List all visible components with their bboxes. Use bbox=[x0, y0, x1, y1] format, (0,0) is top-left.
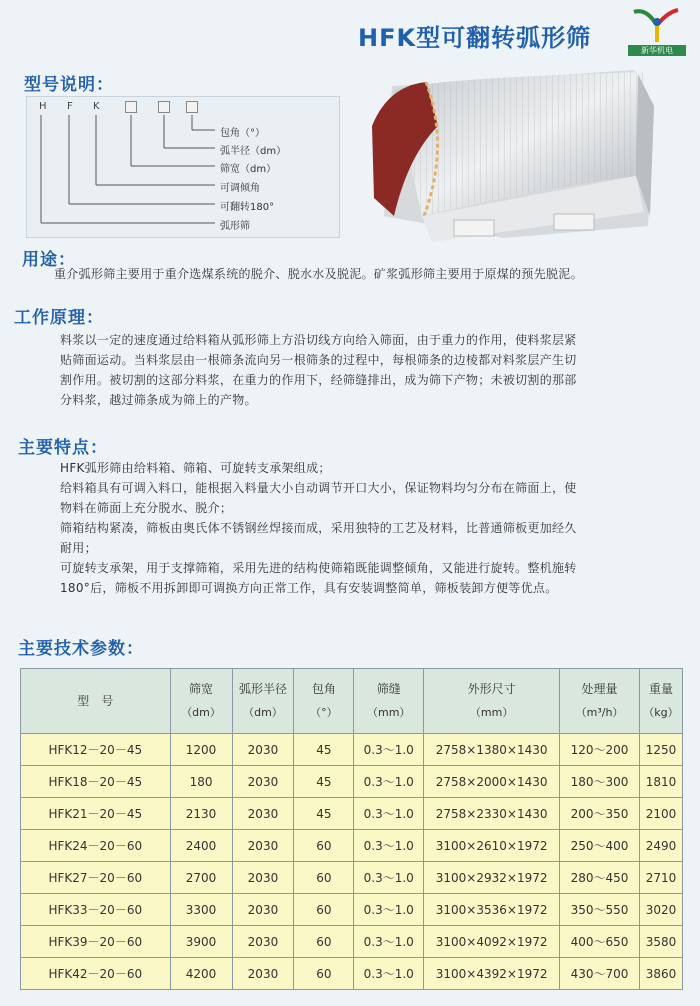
cell-radius: 2030 bbox=[232, 894, 294, 926]
cell-angle: 45 bbox=[294, 734, 354, 766]
cell-angle: 45 bbox=[294, 798, 354, 830]
cell-model: HFK24－20－60 bbox=[21, 830, 171, 862]
cell-radius: 2030 bbox=[232, 798, 294, 830]
cell-width: 2700 bbox=[170, 862, 232, 894]
model-label-arc-radius: 弧半径（dm） bbox=[220, 146, 287, 157]
cell-width: 2130 bbox=[170, 798, 232, 830]
feature-line: 耐用； bbox=[60, 541, 97, 555]
cell-radius: 2030 bbox=[232, 862, 294, 894]
cell-weight: 1250 bbox=[639, 734, 682, 766]
cell-capacity: 200～350 bbox=[560, 798, 640, 830]
model-letter-k: K bbox=[93, 101, 100, 112]
cell-capacity: 430～700 bbox=[560, 958, 640, 990]
table-row bbox=[21, 830, 683, 862]
cell-radius: 2030 bbox=[232, 734, 294, 766]
col-header-capacity: 处理量 （m³/h） bbox=[560, 669, 640, 734]
cell-width: 3900 bbox=[170, 926, 232, 958]
cell-weight: 3580 bbox=[639, 926, 682, 958]
cell-width: 4200 bbox=[170, 958, 232, 990]
table-row bbox=[21, 958, 683, 990]
cell-model: HFK12－20－45 bbox=[21, 734, 171, 766]
cell-radius: 2030 bbox=[232, 830, 294, 862]
cell-angle: 60 bbox=[294, 862, 354, 894]
cell-angle: 60 bbox=[294, 894, 354, 926]
cell-slot: 0.3～1.0 bbox=[354, 734, 424, 766]
cell-radius: 2030 bbox=[232, 958, 294, 990]
model-code-diagram bbox=[26, 96, 340, 238]
cell-slot: 0.3～1.0 bbox=[354, 766, 424, 798]
cell-width: 1200 bbox=[170, 734, 232, 766]
company-logo bbox=[628, 6, 686, 56]
cell-weight: 1810 bbox=[639, 766, 682, 798]
cell-dimensions: 3100×2610×1972 bbox=[424, 830, 560, 862]
cell-angle: 60 bbox=[294, 958, 354, 990]
table-row bbox=[21, 894, 683, 926]
table-row bbox=[21, 926, 683, 958]
table-row bbox=[21, 734, 683, 766]
cell-angle: 45 bbox=[294, 766, 354, 798]
feature-line: 可旋转支承架，用于支撑筛箱，采用先进的结构使筛箱既能调整倾角，又能进行旋转。整机施转 bbox=[60, 561, 577, 575]
col-header-weight: 重量 （kg） bbox=[639, 669, 682, 734]
col-header-slot: 筛缝 （mm） bbox=[354, 669, 424, 734]
principle-text bbox=[60, 330, 690, 410]
col-header-radius: 弧形半径 （dm） bbox=[232, 669, 294, 734]
page-title: HFK型可翻转弧形筛 bbox=[358, 24, 592, 52]
specs-header-row bbox=[21, 669, 683, 734]
cell-dimensions: 2758×2000×1430 bbox=[424, 766, 560, 798]
model-code-connectors bbox=[27, 97, 339, 237]
model-label-adjustable-tilt: 可调倾角 bbox=[220, 183, 260, 194]
cell-slot: 0.3～1.0 bbox=[354, 798, 424, 830]
cell-capacity: 250～400 bbox=[560, 830, 640, 862]
feature-line: 180°后，筛板不用拆卸即可调换方向正常工作，具有安装调整简单，筛板装卸方便等优点。 bbox=[60, 581, 558, 595]
cell-capacity: 120～200 bbox=[560, 734, 640, 766]
col-header-width: 筛宽 （dm） bbox=[170, 669, 232, 734]
model-letter-f: F bbox=[67, 101, 73, 112]
cell-model: HFK39－20－60 bbox=[21, 926, 171, 958]
cell-weight: 2490 bbox=[639, 830, 682, 862]
table-row bbox=[21, 798, 683, 830]
cell-dimensions: 2758×2330×1430 bbox=[424, 798, 560, 830]
cell-slot: 0.3～1.0 bbox=[354, 862, 424, 894]
principle-line: 割作用。被切割的这部分料浆，在重力的作用下，经筛缝排出，成为筛下产物；未被切割的那部 bbox=[60, 373, 577, 387]
cell-weight: 2710 bbox=[639, 862, 682, 894]
col-header-angle: 包角 （°） bbox=[294, 669, 354, 734]
col-header-dimensions: 外形尺寸 （mm） bbox=[424, 669, 560, 734]
features-heading: 主要特点： bbox=[18, 438, 108, 458]
feature-line: HFK弧形筛由给料箱、筛箱、可旋转支承架组成； bbox=[60, 461, 331, 475]
logo-caption: 新华机电 bbox=[628, 45, 686, 56]
feature-line: 筛箱结构紧凑，筛板由奥氏体不锈钢丝焊接而成，采用独特的工艺及材料，比普通筛板更加经久 bbox=[60, 521, 577, 535]
model-label-flippable: 可翻转180° bbox=[220, 202, 275, 213]
model-label-wrap-angle: 包角（°） bbox=[220, 128, 265, 139]
model-letter-h: H bbox=[39, 101, 47, 112]
cell-weight: 3860 bbox=[639, 958, 682, 990]
cell-dimensions: 3100×3536×1972 bbox=[424, 894, 560, 926]
cell-slot: 0.3～1.0 bbox=[354, 830, 424, 862]
cell-radius: 2030 bbox=[232, 766, 294, 798]
model-explanation-heading: 型号说明： bbox=[24, 75, 114, 95]
principle-line: 分料浆，越过筛条成为筛上的产物。 bbox=[60, 393, 257, 407]
cell-slot: 0.3～1.0 bbox=[354, 894, 424, 926]
principle-heading: 工作原理： bbox=[14, 308, 104, 328]
cell-model: HFK18－20－45 bbox=[21, 766, 171, 798]
cell-slot: 0.3～1.0 bbox=[354, 958, 424, 990]
model-label-arc-screen: 弧形筛 bbox=[220, 221, 250, 232]
principle-line: 贴筛面运动。当料浆层由一根筛条流向另一根筛条的过程中，每根筛条的边棱都对料浆层产生切 bbox=[60, 353, 577, 367]
cell-weight: 3020 bbox=[639, 894, 682, 926]
specs-heading: 主要技术参数： bbox=[18, 639, 144, 659]
cell-capacity: 350～550 bbox=[560, 894, 640, 926]
cell-capacity: 180～300 bbox=[560, 766, 640, 798]
col-header-model: 型 号 bbox=[21, 669, 171, 734]
cell-radius: 2030 bbox=[232, 926, 294, 958]
cell-weight: 2100 bbox=[639, 798, 682, 830]
cell-model: HFK21－20－45 bbox=[21, 798, 171, 830]
cell-model: HFK27－20－60 bbox=[21, 862, 171, 894]
cell-angle: 60 bbox=[294, 926, 354, 958]
cell-slot: 0.3～1.0 bbox=[354, 926, 424, 958]
usage-text: 重介弧形筛主要用于重介选煤系统的脱介、脱水水及脱泥。矿浆弧形筛主要用于原煤的预先脱泥。 bbox=[54, 267, 583, 281]
features-text bbox=[60, 458, 690, 598]
cell-dimensions: 3100×4092×1972 bbox=[424, 926, 560, 958]
cell-width: 3300 bbox=[170, 894, 232, 926]
cell-angle: 60 bbox=[294, 830, 354, 862]
logo-icon bbox=[628, 6, 686, 46]
cell-dimensions: 3100×2932×1972 bbox=[424, 862, 560, 894]
cell-capacity: 400～650 bbox=[560, 926, 640, 958]
feature-line: 给料箱具有可调入料口，能根据入料量大小自动调节开口大小，保证物料均匀分布在筛面上，使 bbox=[60, 481, 577, 495]
product-photo bbox=[354, 66, 664, 242]
table-row bbox=[21, 766, 683, 798]
cell-model: HFK33－20－60 bbox=[21, 894, 171, 926]
usage-heading: 用途： bbox=[22, 250, 76, 270]
cell-capacity: 280～450 bbox=[560, 862, 640, 894]
model-label-screen-width: 筛宽（dm） bbox=[220, 164, 277, 175]
table-row bbox=[21, 862, 683, 894]
cell-dimensions: 2758×1380×1430 bbox=[424, 734, 560, 766]
feature-line: 物料在筛面上充分脱水、脱介； bbox=[60, 501, 233, 515]
cell-width: 2400 bbox=[170, 830, 232, 862]
cell-model: HFK42－20－60 bbox=[21, 958, 171, 990]
principle-line: 料浆以一定的速度通过给料箱从弧形筛上方沿切线方向给入筛面，由于重力的作用，使料浆层紧 bbox=[60, 333, 577, 347]
specs-table bbox=[20, 668, 683, 990]
cell-width: 180 bbox=[170, 766, 232, 798]
cell-dimensions: 3100×4392×1972 bbox=[424, 958, 560, 990]
